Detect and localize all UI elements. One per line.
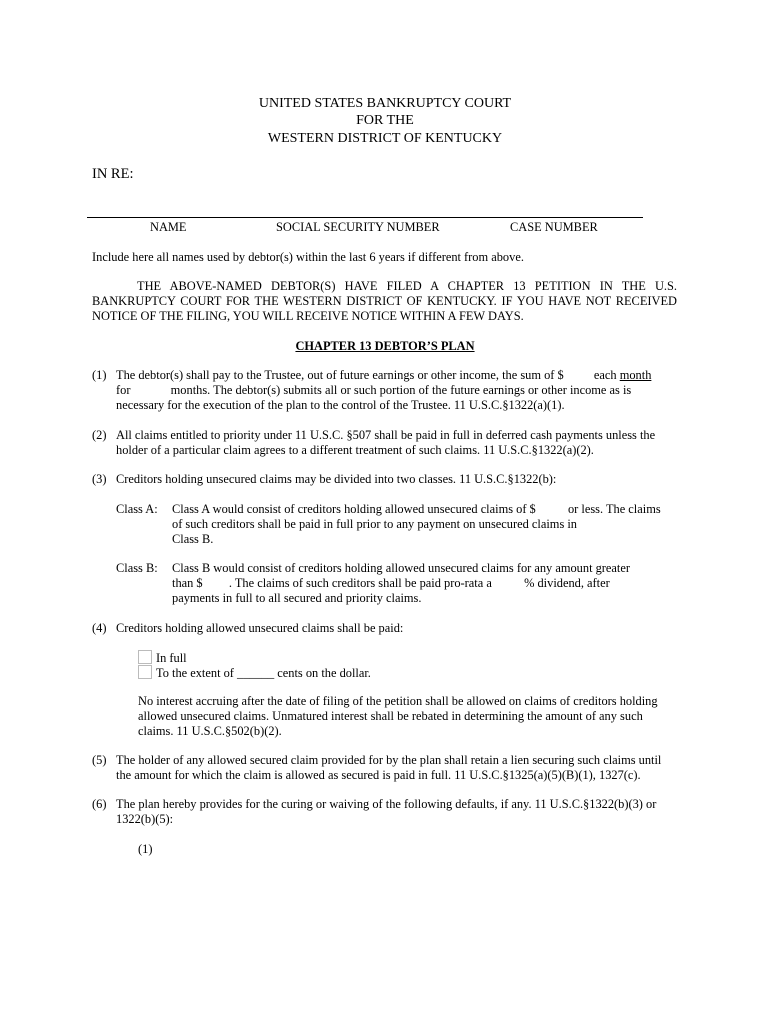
case-number-column-label: CASE NUMBER [510, 220, 598, 234]
names-note: Include here all names used by debtor(s) within the last 6 years if different from above. [92, 250, 524, 264]
item-1-for: for [116, 383, 131, 397]
item-1-text-e: months. The debtor(s) submits all or such portion of the future earnings or other income as is [170, 383, 632, 397]
item-2-number: (2) [92, 428, 107, 442]
class-a-label: Class A: [116, 502, 158, 516]
court-name: UNITED STATES BANKRUPTCY COURT [258, 96, 512, 111]
filing-notice: THE ABOVE-NAMED DEBTOR(S) HAVE FILED A CHAPTER 13 PETITION IN THE U.S. BANKRUPTCY COURT FOR THE WESTERN DISTRICT OF KENTUCKY. IF YOU HAVE NOT RECEIVED NOTICE OF THE FILING, YOU WILL RECEIVE NOTICE WITHIN A FEW DAYS. [92, 279, 677, 323]
item-5-text: The holder of any allowed secured claim provided for by the plan shall retain a lien securing such claims until the amount for which the claim is allowed as secured is paid in full. 11 U.S.C.§1325(a)(5)(B)(1), 1327(c). [116, 753, 662, 782]
plan-title: CHAPTER 13 DEBTOR’S PLAN [295, 339, 475, 353]
item-3-text: Creditors holding unsecured claims may be divided into two classes. 11 U.S.C.§1322(b): [116, 472, 557, 486]
ssn-column-label: SOCIAL SECURITY NUMBER [276, 220, 440, 234]
item-5-number: (5) [92, 753, 107, 767]
class-b-text-d: % dividend, after [524, 576, 610, 590]
extent-checkbox[interactable] [138, 665, 152, 679]
court-for: FOR THE [356, 113, 414, 128]
item-4-number: (4) [92, 621, 107, 635]
class-b-text-c: . The claims of such creditors shall be paid pro-rata a [228, 576, 492, 590]
interest-note: No interest accruing after the date of filing of the petition shall be allowed on claims of creditors holding allowed unsecured claims. Unmatured interest shall be rebated in determining the amount of any such claims. 11 U.S.C.§502(b)(2). [138, 694, 658, 738]
extent-label: To the extent of ______ cents on the dollar. [156, 666, 371, 680]
in-full-label: In full [156, 651, 187, 665]
item-1-period: month [619, 368, 652, 382]
class-b-text-a: Class B would consist of creditors holding allowed unsecured claims for any amount greater [172, 561, 630, 575]
debtor-info-line [87, 217, 643, 218]
option-extent[interactable] [138, 665, 371, 681]
item-1-text-f: necessary for the execution of the plan to the control of the Trustee. 11 U.S.C.§1322(a)(1). [116, 398, 565, 412]
class-b-text-e: payments in full to all secured and priority claims. [172, 591, 422, 605]
class-b-label: Class B: [116, 561, 158, 575]
class-a-text-b: or less. The claims [567, 502, 661, 516]
name-column-label: NAME [150, 220, 187, 234]
item-2-text: All claims entitled to priority under 11 U.S.C. §507 shall be paid in full in deferred cash payments unless the holder of a particular claim agrees to a different treatment of such claims. 11 U.S.C.§1322(a)(2). [116, 428, 656, 457]
item-1-text-a: The debtor(s) shall pay to the Trustee, out of future earnings or other income, the sum of $ [116, 368, 564, 382]
class-a-text-a: Class A would consist of creditors holding allowed unsecured claims of $ [172, 502, 536, 516]
item-3-number: (3) [92, 472, 107, 486]
item-6-text: The plan hereby provides for the curing or waiving of the following defaults, if any. 11 U.S.C.§1322(b)(3) or 1322(b)(5): [116, 797, 657, 826]
item-6-sub-number: (1) [138, 842, 153, 856]
class-b-than: than $ [172, 576, 203, 590]
class-a-text [172, 502, 682, 547]
class-a-text-c: of such creditors shall be paid in full prior to any payment on unsecured claims in [172, 517, 578, 531]
item-1-text [116, 368, 686, 413]
item-1-number: (1) [92, 368, 107, 382]
in-full-checkbox[interactable] [138, 650, 152, 664]
court-district: WESTERN DISTRICT OF KENTUCKY [267, 131, 503, 146]
in-re-label: IN RE: [92, 166, 134, 182]
class-a-text-d: Class B. [172, 532, 214, 546]
class-b-text [172, 561, 682, 606]
item-1-each: each [593, 368, 617, 382]
option-in-full[interactable] [138, 650, 187, 666]
item-4-text: Creditors holding allowed unsecured claims shall be paid: [116, 621, 404, 635]
item-6-number: (6) [92, 797, 107, 811]
